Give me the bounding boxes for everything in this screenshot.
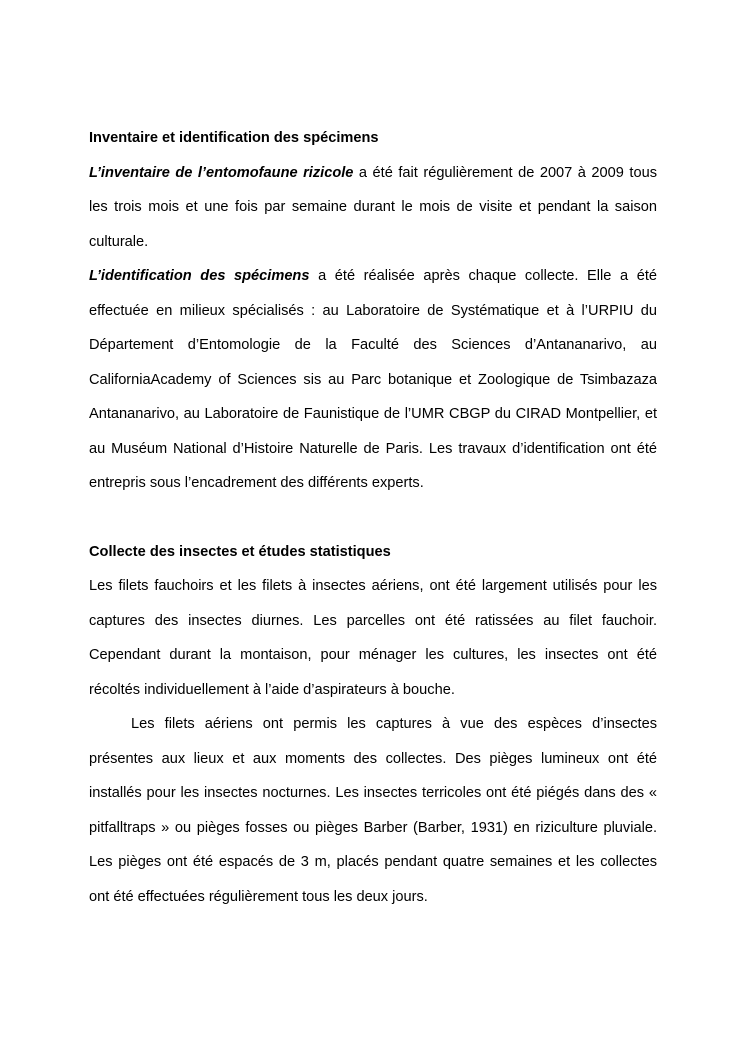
paragraph-filets-aeriens: Les filets aériens ont permis les captures à vue des espèces d’insectes présentes aux lieux et aux moments des collectes. Des pièges lumineux ont été installés pour les insectes nocturnes. Les insectes terricoles ont été piégés dans des « pitfalltraps » ou pièges fosses ou pièges Barber (Barber, 1931) en riziculture pluviale. Les pièges ont été espacés de 3 m, placés pendant quatre semaines et les collectes ont été effectuées régulièrement tous les deux jours. — [89, 716, 657, 905]
paragraph-identification — [89, 259, 657, 501]
paragraph-inventaire — [89, 156, 657, 260]
paragraph-lead-inventaire: L’inventaire de l’entomofaune rizicole — [89, 164, 354, 181]
paragraph-text-identification: a été réalisée après chaque collecte. Elle a été effectuée en milieux spécialisés : au Laboratoire de Systématique et à l’URPIU du Département d’Entomologie de la Faculté des Sciences d’Antananarivo, au CaliforniaAcademy of Sciences sis au Parc botanique et Zoologique de Tsimbazaza Antananarivo, au Laboratoire de Faunistique de l’UMR CBGP du CIRAD Montpellier, et au Muséum National d’Histoire Naturelle de Paris. Les travaux d’identification ont été entrepris sous l’encadrement des différents experts. — [89, 268, 657, 491]
section-spacer — [89, 501, 657, 535]
document-page — [89, 121, 657, 914]
section-heading-collecte: Collecte des insectes et études statistiques — [89, 543, 391, 560]
section-heading-inventaire: Inventaire et identification des spécimens — [89, 130, 379, 146]
paragraph-lead-identification: L’identification des spécimens — [89, 268, 310, 284]
paragraph-text-inventaire: a été fait régulièrement de 2007 à 2009 tous les trois mois et une fois par semaine durant le mois de visite et pendant la saison culturale. — [89, 164, 657, 250]
paragraph-filets-fauchoirs: Les filets fauchoirs et les filets à insectes aériens, ont été largement utilisés pour les captures des insectes diurnes. Les parcelles ont été ratissées au filet fauchoir. Cependant durant la montaison, pour ménager les cultures, les insectes ont été récoltés individuellement à l’aide d’aspirateurs à bouche. — [89, 578, 657, 698]
